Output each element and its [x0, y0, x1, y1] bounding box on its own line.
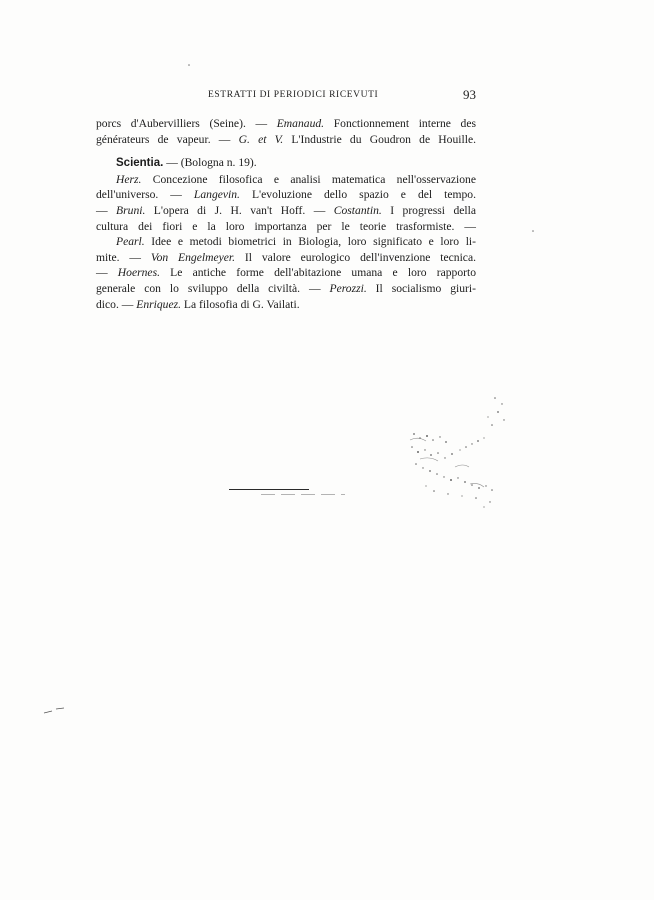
text-run: Fonctionnement interne des — [324, 117, 476, 130]
text-line — [96, 250, 476, 266]
text-line — [96, 265, 476, 281]
author-name: Hoernes. — [117, 266, 160, 280]
margin-dot — [186, 62, 192, 68]
text-run: — — [96, 266, 118, 280]
margin-ink-mark — [42, 705, 66, 717]
running-head — [96, 88, 476, 104]
author-name: Enriquez. — [136, 297, 182, 311]
text-run: dell'universo. — — [96, 188, 194, 202]
author-name: Herz. — [116, 172, 142, 186]
rule-line — [229, 489, 309, 490]
author-name: Von Engelmeyer. — [150, 250, 236, 264]
text-run: Idee e metodi biometrici in Biologia, loro significato e loro li- — [144, 235, 476, 249]
text-run: L'Industrie du Goudron de Houille. — [283, 132, 476, 146]
text-line — [96, 116, 476, 132]
text-line — [96, 172, 476, 188]
periodical-extracts-text — [96, 116, 476, 312]
text-run: mite. — — [96, 250, 151, 264]
text-run: Il valore eurologico dell'invenzione tecnica. — [235, 250, 476, 264]
journal-name: Scientia. — [116, 157, 164, 170]
text-line — [96, 203, 476, 219]
text-run: Concezione filosofica e analisi matematica nell'osservazione — [141, 172, 476, 186]
author-name: G. et V. — [238, 132, 284, 146]
journal-issue: — (Bologna n. 19). — [163, 156, 257, 170]
text-run: L'evoluzione dello spazio e del tempo. — [239, 188, 476, 202]
author-name: Langevin. — [193, 188, 240, 202]
page-number: 93 — [463, 87, 476, 102]
author-name: Pearl. — [116, 235, 145, 249]
text-run: dico. — — [96, 297, 137, 311]
rule-shadow-line — [261, 494, 345, 495]
running-title: ESTRATTI DI PERIODICI RICEVUTI — [208, 90, 379, 100]
author-name: Bruni. — [116, 203, 146, 217]
text-run: Il socialismo giuri- — [366, 281, 476, 295]
journal-heading — [96, 155, 476, 172]
text-run: I progressi della — [381, 203, 476, 217]
author-name: Costantin. — [333, 203, 382, 217]
text-line — [96, 297, 476, 313]
paragraph-gap — [96, 147, 476, 155]
text-run: Le antiche forme dell'abitazione umana e loro rapporto — [159, 266, 477, 280]
text-run: — — [96, 203, 117, 217]
text-run: générateurs de vapeur. — — [96, 132, 239, 146]
text-line — [96, 132, 476, 148]
text-run: porcs d'Aubervilliers (Seine). — — [96, 117, 277, 130]
text-line — [96, 234, 476, 250]
text-run: L'opera di J. H. van't Hoff. — — [145, 203, 334, 217]
margin-dot — [530, 228, 536, 234]
text-run: cultura dei fiori e la loro importanza per le teorie trasformiste. — — [96, 219, 476, 233]
text-line — [96, 187, 476, 203]
text-line — [96, 219, 476, 235]
ink-speckle-blemish — [400, 392, 510, 512]
text-run: generale con lo sviluppo della civiltà. — — [96, 281, 330, 295]
author-name: Emanaud. — [276, 117, 325, 130]
author-name: Perozzi. — [329, 281, 367, 295]
text-line — [96, 281, 476, 297]
text-run: La filosofia di G. Vailati. — [181, 297, 300, 311]
section-end-rule — [229, 489, 345, 495]
